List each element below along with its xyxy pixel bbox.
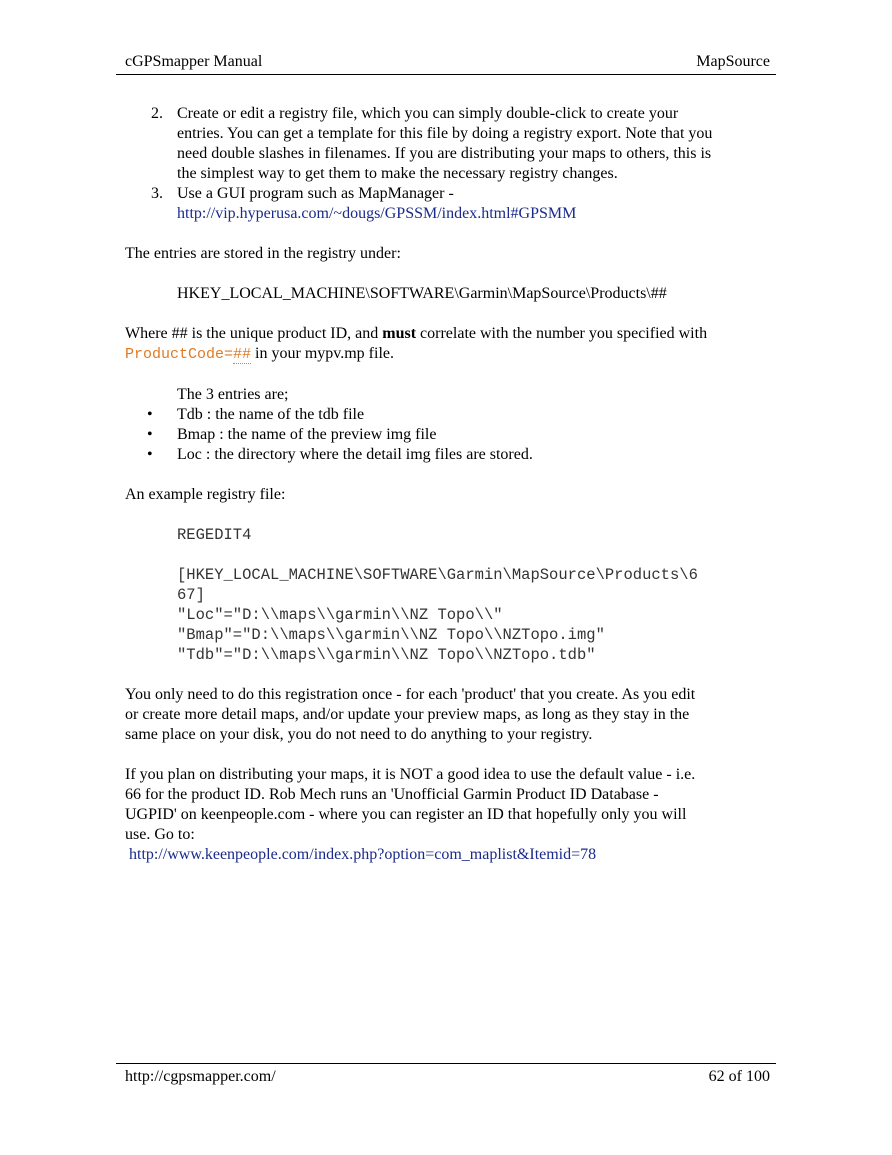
registry-file-code	[125, 525, 775, 665]
page-footer	[116, 1063, 776, 1085]
step-number: 3.	[151, 185, 163, 202]
code-line: 67]	[177, 586, 205, 604]
step-line: entries. You can get a template for this file by doing a registry export. Note that you	[177, 125, 713, 142]
keenpeople-link[interactable]: http://www.keenpeople.com/index.php?option=com_maplist&Itemid=78	[129, 846, 597, 863]
page-header	[116, 52, 776, 75]
step-text: Use a GUI program such as MapManager -	[177, 185, 454, 202]
step-line: the simplest way to get them to make the necessary registry changes.	[177, 165, 618, 182]
example-intro: An example registry file:	[125, 486, 286, 503]
list-item	[151, 184, 775, 224]
list-item: • Tdb : the name of the tdb file	[147, 406, 365, 423]
list-item: • Bmap : the name of the preview img file	[147, 426, 437, 443]
code-line: "Bmap"="D:\\maps\\garmin\\NZ Topo\\NZTopo.img"	[177, 626, 605, 644]
entries-count: The 3 entries are;	[177, 386, 289, 403]
step-line: Create or edit a registry file, which you can simply double-click to create your	[177, 105, 679, 122]
where-paragraph: Where ## is the unique product ID, and must correlate with the number you specified with	[125, 325, 708, 342]
entries-bullet-list	[125, 405, 775, 465]
footer-url: http://cgpsmapper.com/	[125, 1068, 276, 1085]
code-line: [HKEY_LOCAL_MACHINE\SOFTWARE\Garmin\MapSource\Products\6	[177, 566, 698, 584]
entries-intro: The entries are stored in the registry under:	[125, 245, 401, 262]
registration-once-paragraph: You only need to do this registration once - for each 'product' that you create. As you edit or create more detail maps, and/or update your preview maps, as long as they stay in the same place on your disk, you do not need to do anything to your registry.	[125, 686, 696, 743]
header-title: cGPSmapper Manual	[125, 53, 263, 70]
code-line: "Tdb"="D:\\maps\\garmin\\NZ Topo\\NZTopo.tdb"	[177, 646, 596, 664]
distribution-paragraph: If you plan on distributing your maps, it is NOT a good idea to use the default value - i.e. 66 for the product ID. Rob Mech runs an 'Unofficial Garmin Product ID Database - UGPID' on keenpeople.com - where you can register an ID that hopefully only you will use. Go to:	[125, 766, 696, 843]
code-line: REGEDIT4	[177, 526, 252, 544]
product-code-snippet: ProductCode=##	[125, 346, 252, 363]
code-line: "Loc"="D:\\maps\\garmin\\NZ Topo\\"	[177, 606, 503, 624]
steps-list	[125, 104, 775, 224]
list-item: • Loc : the directory where the detail img files are stored.	[147, 446, 533, 463]
registry-path: HKEY_LOCAL_MACHINE\SOFTWARE\Garmin\MapSource\Products\##	[177, 285, 667, 302]
step-number: 2.	[151, 105, 163, 122]
header-section: MapSource	[696, 53, 770, 70]
where-paragraph-line2: ProductCode=## in your mypv.mp file.	[125, 345, 394, 363]
list-item	[151, 104, 775, 184]
emphasis-must: must	[382, 325, 417, 342]
page-number: 62 of 100	[708, 1068, 770, 1085]
page-content	[125, 104, 775, 865]
step-line: need double slashes in filenames. If you are distributing your maps to others, this is	[177, 145, 712, 162]
mapmanager-link[interactable]: http://vip.hyperusa.com/~dougs/GPSSM/index.html#GPSMM	[177, 205, 577, 222]
